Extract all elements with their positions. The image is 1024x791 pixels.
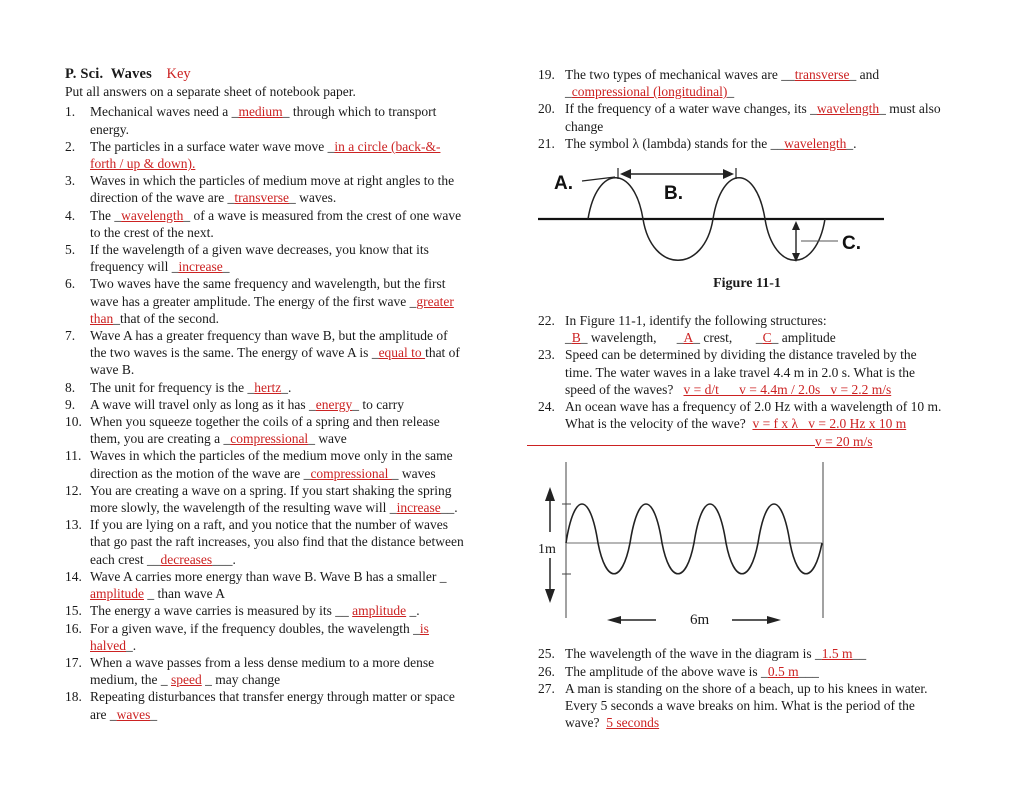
question-text: _ wavelength, _ (580, 330, 684, 346)
question-item (65, 447, 517, 481)
question-text: wave has a greater amplitude. The energy of the first wave _ (90, 293, 417, 309)
question-text: _that of the second. (113, 310, 219, 326)
question-text: _ of a wave is measured from the crest of one wave (183, 207, 462, 223)
answer-text: hertz (254, 379, 282, 395)
question-text: An ocean wave has a frequency of 2.0 Hz with a wavelength of 10 m. (565, 399, 942, 415)
questions-25-27 (538, 645, 990, 731)
answer-text: waves (116, 706, 151, 722)
question-text: _ crest, _ (693, 330, 763, 346)
question-text: Every 5 seconds a wave breaks on him. What is the period of the (565, 698, 915, 714)
left-column (65, 66, 517, 723)
answer-text: A (683, 330, 694, 346)
question-item (65, 516, 517, 568)
instructions-text: Put all answers on a separate sheet of notebook paper. (65, 84, 356, 100)
question-number: 8. (65, 379, 76, 395)
question-text-block (565, 664, 819, 679)
question-number: 6. (65, 276, 76, 292)
question-text: In Figure 11-1, identify the following structures: (565, 313, 827, 329)
answer-text: transverse (234, 190, 290, 206)
question-number: 1. (65, 104, 76, 120)
width-arrowhead-left (607, 616, 621, 624)
answer-text: energy (315, 396, 353, 412)
wavelength-arrowhead-left (620, 169, 631, 179)
question-number: 14. (65, 568, 82, 584)
wave-curve-2 (566, 504, 822, 574)
question-number: 2. (65, 138, 76, 154)
question-text-block (90, 139, 440, 171)
question-item (538, 645, 990, 662)
question-text: wave? (565, 715, 607, 731)
height-arrowhead-down (545, 589, 555, 603)
question-text: _ waves. (289, 190, 337, 206)
answer-text: increase (396, 500, 441, 516)
answer-text: B (571, 330, 581, 346)
question-text: Wave A has a greater frequency than wave B, but the amplitude of (90, 328, 448, 344)
answer-text: compressional (longitudinal) (571, 84, 728, 100)
question-number: 21. (538, 135, 555, 151)
question-item (538, 135, 990, 152)
question-text-block (90, 448, 453, 480)
question-text: frequency will _ (90, 259, 179, 275)
question-item (65, 327, 517, 379)
question-item (65, 172, 517, 206)
question-item (65, 241, 517, 275)
question-text: ___ (798, 663, 819, 679)
question-text: Speed can be determined by dividing the distance traveled by the (565, 347, 917, 363)
question-text: The energy a wave carries is measured by its __ (90, 603, 353, 619)
width-label: 6m (690, 612, 710, 629)
question-text: If the wavelength of a given wave decreases, you know that its (90, 242, 429, 258)
question-text: The particles in a surface water wave move _ (90, 138, 335, 154)
question-number: 20. (538, 101, 555, 117)
question-text-block (565, 399, 941, 449)
question-text: that of (425, 345, 460, 361)
figure-11-1-wave-diagram (538, 165, 885, 270)
question-number: 17. (65, 654, 82, 670)
question-item (65, 207, 517, 241)
height-label: 1m (538, 542, 556, 558)
question-item (65, 275, 517, 327)
title-text: P. Sci. Waves (65, 66, 152, 82)
question-text: Repeating disturbances that transfer energy through matter or space (90, 689, 455, 705)
width-arrowhead-right (767, 616, 781, 624)
answer-text: amplitude (352, 603, 407, 619)
answer-text: medium (238, 104, 283, 120)
question-text: The unit for frequency is the _ (90, 379, 255, 395)
answer-text: C (762, 330, 772, 346)
question-text: The wavelength of the wave in the diagram is _ (565, 646, 822, 662)
answer-text: speed (171, 672, 202, 688)
label-b-wavelength: B. (664, 183, 683, 205)
question-text: Wave A carries more energy than wave B. Wave B has a smaller _ (90, 568, 447, 584)
question-text: The two types of mechanical waves are __ (565, 67, 795, 82)
question-text: If you are lying on a raft, and you notice that the number of waves (90, 517, 449, 533)
questions-22-24 (538, 312, 990, 450)
answer-underline (527, 432, 815, 446)
question-text-block (90, 569, 446, 601)
answer-key-label: Key (166, 66, 191, 82)
answer-text: 5 seconds (606, 715, 660, 731)
question-text: _ than wave A (144, 586, 225, 602)
answer-text: in a circle (back-&- (334, 138, 441, 154)
question-item (538, 312, 990, 346)
question-item (65, 688, 517, 722)
right-column (538, 66, 990, 731)
answer-text: wavelength (816, 101, 880, 117)
question-item (65, 568, 517, 602)
question-item (538, 346, 990, 398)
question-text: _ (150, 706, 158, 722)
question-text: _ wave (308, 431, 347, 447)
question-text: _. (406, 603, 420, 619)
question-text: __ (852, 646, 867, 662)
question-number: 25. (538, 646, 555, 662)
question-text: them, you are creating a _ (90, 431, 231, 447)
question-text-block (90, 173, 454, 205)
question-item (65, 620, 517, 654)
label-a-crest: A. (554, 173, 573, 195)
question-text-block (90, 483, 458, 515)
question-text-block (90, 621, 429, 653)
answer-text: v = f x λ v = 2.0 Hz x 10 m (752, 416, 907, 432)
question-text-block (90, 414, 440, 446)
question-number: 22. (538, 313, 555, 329)
question-text: _ through which to transport (282, 104, 437, 120)
question-item (65, 654, 517, 688)
question-text: _ may change (201, 672, 281, 688)
question-text-block (90, 380, 291, 395)
question-text: When you squeeze together the coils of a spring and then release (90, 414, 440, 430)
question-text: are _ (90, 706, 117, 722)
answer-text: decreases (160, 551, 213, 567)
question-text: For a given wave, if the frequency doubles, the wavelength _ (90, 620, 420, 636)
answer-text: forth / up & down). (90, 156, 196, 172)
question-text-block (565, 313, 836, 345)
title-gap (152, 66, 167, 82)
answer-text: 0.5 m (767, 663, 799, 679)
question-text: A wave will travel only as long as it has _ (90, 396, 316, 412)
answer-text: amplitude (90, 586, 144, 602)
amplitude-arrowhead-top (792, 221, 800, 230)
question-text-block (90, 603, 420, 618)
question-text: _ amplitude (771, 330, 836, 346)
question-text: If the frequency of a water wave changes, its _ (565, 101, 817, 117)
question-text-block (565, 67, 879, 99)
question-text: A man is standing on the shore of a beach, up to his knees in water. (565, 680, 928, 696)
question-text: _ must also (879, 101, 941, 117)
question-text: _ (565, 84, 572, 100)
question-item (65, 103, 517, 137)
question-text-block (90, 208, 461, 240)
question-number: 4. (65, 207, 76, 223)
question-number: 24. (538, 399, 555, 415)
question-text: ___. (212, 551, 236, 567)
question-item (65, 379, 517, 396)
question-text: The _ (90, 207, 122, 223)
questions-19-21 (538, 66, 990, 152)
question-number: 3. (65, 173, 76, 189)
question-text: time. The water waves in a lake travel 4.4 m in 2.0 s. What is the (565, 364, 916, 380)
answer-text: 1.5 m (821, 646, 853, 662)
question-text-block (90, 655, 434, 687)
question-item (65, 396, 517, 413)
question-text: speed of the waves? (565, 381, 684, 397)
question-text: Waves in which the particles of medium move at right angles to the (90, 173, 455, 189)
answer-text: than (90, 310, 114, 326)
question-text-block (565, 136, 856, 151)
question-number: 27. (538, 680, 555, 696)
question-text: __. (440, 500, 458, 516)
answer-text: transverse (794, 67, 850, 82)
question-text-block (90, 104, 436, 136)
question-item (65, 413, 517, 447)
question-number: 11. (65, 448, 82, 464)
answer-text: v = d/t v = 4.4m / 2.0s v = 2.2 m/s (683, 381, 892, 397)
question-text: the two waves is the same. The energy of wave A is _ (90, 345, 379, 361)
answer-text: increase (178, 259, 223, 275)
question-text: more slowly, the wavelength of the resulting wave will _ (90, 500, 397, 516)
questions-1-18 (65, 103, 517, 722)
question-text-block (90, 276, 454, 325)
answer-text: is (419, 620, 429, 636)
question-text: _ (727, 84, 735, 100)
question-text: _ (565, 330, 572, 346)
answer-text: halved (90, 637, 126, 653)
question-text: Waves in which the particles of the medium move only in the same (90, 448, 453, 464)
question-text: that go past the raft increases, you also find that the distance between (90, 534, 464, 550)
question-text-block (565, 101, 941, 133)
question-text: wave B. (90, 362, 135, 378)
question-item (538, 398, 990, 450)
answer-text: wavelength (784, 135, 847, 151)
answer-text: equal to (378, 345, 426, 361)
question-text-block (90, 517, 464, 566)
question-text-block (90, 242, 429, 274)
question-item (538, 680, 990, 732)
question-number: 16. (65, 620, 82, 636)
question-number: 12. (65, 482, 82, 498)
question-text: medium, the _ (90, 672, 171, 688)
question-item (538, 100, 990, 134)
question-number: 10. (65, 414, 82, 430)
question-text-block (90, 397, 404, 412)
question-text: _ waves (391, 465, 436, 481)
label-c-amplitude: C. (842, 233, 861, 255)
question-text: Mechanical waves need a _ (90, 104, 239, 120)
question-number: 9. (65, 396, 76, 412)
question-number: 23. (538, 347, 555, 363)
question-number: 26. (538, 663, 555, 679)
question-item (538, 66, 990, 100)
question-number: 13. (65, 517, 82, 533)
question-text: direction as the motion of the wave are _ (90, 465, 311, 481)
question-number: 18. (65, 689, 82, 705)
question-text: The symbol λ (lambda) stands for the __ (565, 135, 785, 151)
question-text: _ (222, 259, 230, 275)
question-text: When a wave passes from a less dense medium to a more dense (90, 654, 435, 670)
question-text: Two waves have the same frequency and wavelength, but the first (90, 276, 446, 292)
question-number: 5. (65, 242, 76, 258)
height-arrowhead-up (545, 487, 555, 501)
question-item (65, 602, 517, 619)
question-item (65, 138, 517, 172)
answer-text: v = 20 m/s (815, 434, 873, 450)
question-text: _ to carry (352, 396, 404, 412)
question-text: change (565, 118, 604, 134)
question-number: 19. (538, 67, 555, 82)
question-text-block (565, 347, 917, 396)
figure-caption: Figure 11-1 (713, 276, 781, 292)
question-text-block (90, 328, 460, 377)
question-text: _. (126, 637, 137, 653)
question-number: 15. (65, 603, 82, 619)
question-text: What is the velocity of the wave? (565, 416, 753, 432)
question-text: energy. (90, 121, 129, 137)
answer-text: greater (416, 293, 454, 309)
question-text-block (565, 681, 928, 730)
page-title (65, 66, 517, 83)
question-text: You are creating a wave on a spring. If you start shaking the spring (90, 482, 452, 498)
question-number: 7. (65, 328, 76, 344)
question-item (538, 663, 990, 680)
answer-text: compressional (310, 465, 392, 481)
question-text-block (90, 689, 455, 721)
question-item (65, 482, 517, 516)
question-text: _. (846, 135, 857, 151)
question-text: direction of the wave are _ (90, 190, 235, 206)
answer-text: wavelength (121, 207, 184, 223)
question-text: each crest __ (90, 551, 161, 567)
question-text: to the crest of the next. (90, 224, 214, 240)
question-text: _ and (849, 67, 880, 82)
question-text: The amplitude of the above wave is _ (565, 663, 768, 679)
question-text-block (565, 646, 866, 661)
answer-text: compressional (230, 431, 309, 447)
wave-dimensions-diagram (538, 456, 884, 628)
wavelength-arrowhead-right (723, 169, 734, 179)
question-text: _. (281, 379, 292, 395)
